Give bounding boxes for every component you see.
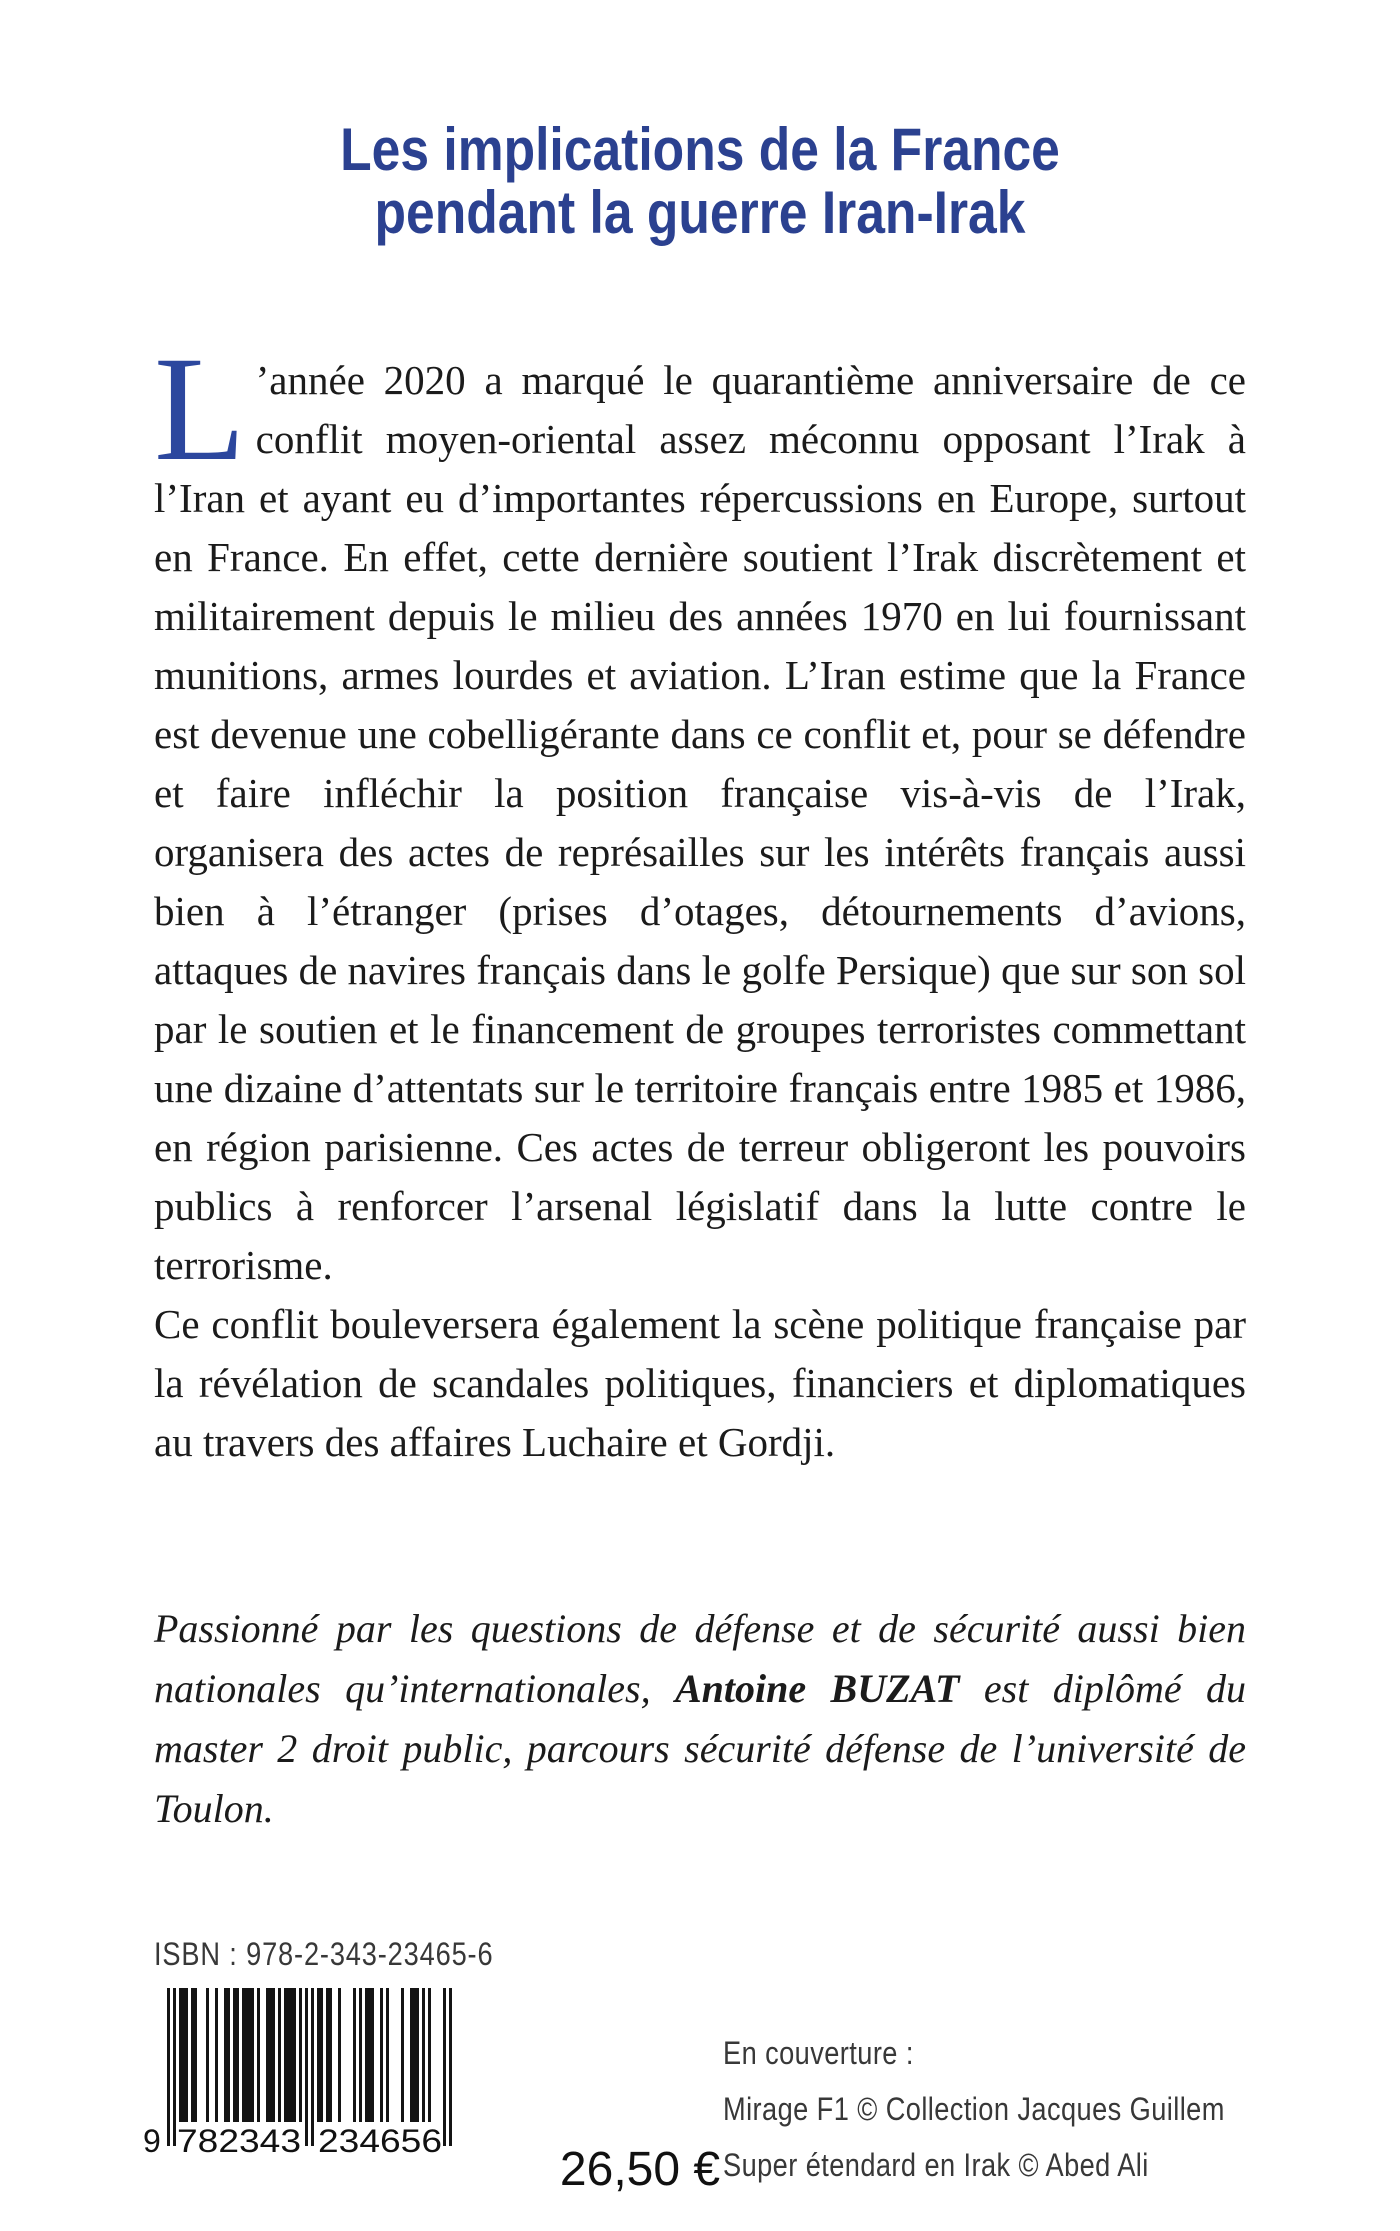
isbn-label: ISBN : 978-2-343-23465-6 (154, 1936, 494, 1972)
cover-credit-mirage: Mirage F1 © Collection Jacques Guillem (723, 2091, 1225, 2127)
cover-credits-heading: En couverture : (723, 2035, 914, 2071)
author-name: Antoine BUZAT (675, 1666, 960, 1711)
barcode-digits-left-group: 782343 (177, 2123, 301, 2159)
book-title-line1: Les implications de la France (340, 116, 1060, 183)
price-label: 26,50 € (559, 2143, 721, 2196)
ean13-barcode (143, 1988, 455, 2165)
synopsis (154, 326, 1246, 1472)
barcode-digits-right-group: 234656 (318, 2123, 442, 2159)
book-title (98, 118, 1302, 244)
cover-credit-etendard: Super étendard en Irak © Abed Ali (723, 2147, 1149, 2183)
synopsis-paragraph-2: Ce conflit bouleversera également la scène politique française par la révélation de scandales politiques, financiers et diplomatiques au travers des affaires Luchaire et Gordji. (154, 1301, 1246, 1465)
barcode-digit-first: 9 (143, 2123, 161, 2159)
author-bio-prefix: Passionné par les questions de défense et de sécurité aussi bien nationales qu’internationales, (154, 1606, 1246, 1711)
synopsis-paragraph-1 (154, 326, 1246, 1295)
dropcap-letter: L (154, 326, 246, 492)
author-bio (154, 1599, 1246, 1839)
synopsis-paragraph-1-text: ’année 2020 a marqué le quarantième anniversaire de ce conflit moyen-oriental assez méconnu opposant l’Irak à l’Iran et ayant eu d’importantes répercussions en Europe, surtout en France. En effet, cette dernière soutient l’Irak discrètement et militairement depuis le milieu des années 1970 en lui fournissant munitions, armes lourdes et aviation. L’Iran estime que la France est devenue une cobelligérante dans ce conflit et, pour se défendre et faire infléchir la position française vis-à-vis de l’Irak, organisera des actes de représailles sur les intérêts français aussi bien à l’étranger (prises d’otages, détournements d’avions, attaques de navires français dans le golfe Persique) que sur son sol par le soutien et le financement de groupes terroristes commettant une dizaine d’attentats sur le territoire français entre 1985 et 1986, en région parisienne. Ces actes de terreur obligeront les pouvoirs publics à renforcer l’arsenal législatif dans la lutte contre le terrorisme. (154, 357, 1246, 1288)
author-bio-suffix: est diplômé du master 2 droit public, parcours sécurité défense de l’université de Toulon. (154, 1666, 1246, 1831)
book-title-line2: pendant la guerre Iran-Irak (374, 179, 1026, 246)
cover-credits (723, 2025, 1225, 2193)
